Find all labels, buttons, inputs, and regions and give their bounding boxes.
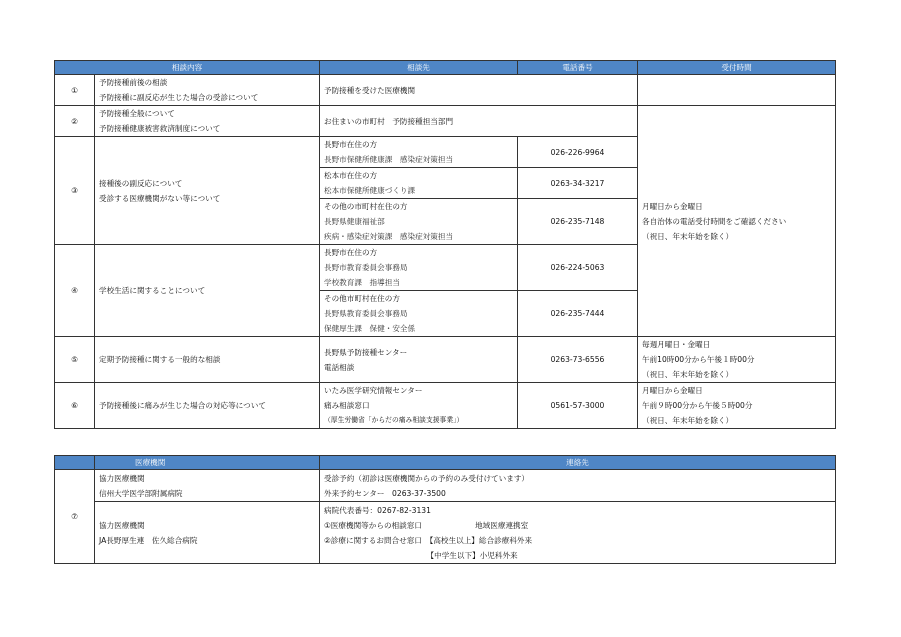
destination-dept: 長野県健康福祉部 xyxy=(324,217,385,226)
row-content: 定期予防接種に関する一般的な相談 xyxy=(95,337,320,383)
hours-line: 各自治体の電話受付時間をご確認ください xyxy=(642,216,787,226)
phone-number: 026-235-7148 xyxy=(518,199,638,245)
phone-number: 026-224-5063 xyxy=(518,245,638,291)
row-number: ② xyxy=(55,106,95,137)
row-hours xyxy=(638,337,836,383)
contact-line: 病院代表番号：0267-82-3131 xyxy=(324,505,431,515)
content-line: 接種後の副反応について xyxy=(99,178,183,188)
sub-destination xyxy=(320,245,518,291)
table-row xyxy=(55,502,836,564)
table-row xyxy=(55,337,836,383)
hospital-label: 信州大学医学部附属病院 xyxy=(99,488,183,498)
destination-note: （厚生労働省「からだの痛み相談支援事業」） xyxy=(324,416,464,424)
destination-name: 長野市在住の方 xyxy=(324,140,378,149)
destination-name: いたみ医学研究情報センター xyxy=(324,386,423,395)
destination-dept: 学校教育課 指導担当 xyxy=(324,278,400,287)
destination-name: その他市町村在住の方 xyxy=(324,294,400,303)
table-row xyxy=(55,106,836,137)
contact-line: ②診療に関するお問合せ窓口 【高校生以上】総合診療科外来 xyxy=(324,535,533,545)
row-content: 予防接種後に痛みが生じた場合の対応等について xyxy=(95,383,320,429)
destination-dept: 松本市保健所健康づくり課 xyxy=(324,186,416,195)
sub-destination xyxy=(320,137,518,168)
phone-number: 026-235-7444 xyxy=(518,291,638,337)
phone-number: 0263-73-6556 xyxy=(518,337,638,383)
contact-line: 【中学生以下】小児科外来 xyxy=(324,550,518,560)
content-line: 予防接種に副反応が生じた場合の受診について xyxy=(99,93,259,102)
row-destination: 予防接種を受けた医療機関 xyxy=(320,75,638,106)
row-content xyxy=(95,137,320,245)
hours-line: 月曜日から金曜日 xyxy=(642,201,703,211)
content-line: 予防接種全般について xyxy=(99,109,175,118)
header-hours: 受付時間 xyxy=(638,61,836,75)
hospital-name xyxy=(95,502,320,564)
destination-name: 長野県予防接種センター xyxy=(324,347,408,357)
row-number: ⑦ xyxy=(55,470,95,564)
content-line: 学校生活に関することについて xyxy=(99,286,206,295)
row-number: ① xyxy=(55,75,95,106)
destination-dept: 長野市保健所健康課 感染症対策担当 xyxy=(324,155,454,164)
row-number: ④ xyxy=(55,245,95,337)
header-content: 相談内容 xyxy=(55,61,320,75)
table-row xyxy=(55,470,836,502)
row-destination xyxy=(320,383,518,429)
contact-line: ①医療機関等からの相談窓口 地域医療連携室 xyxy=(324,520,529,530)
hours-line: （祝日、年末年始を除く） xyxy=(642,370,734,379)
row-hours xyxy=(638,75,836,106)
row-content xyxy=(95,75,320,106)
row-destination xyxy=(320,337,518,383)
phone-number: 0263-34-3217 xyxy=(518,168,638,199)
hospital-table xyxy=(54,455,836,564)
header-phone: 電話番号 xyxy=(518,61,638,75)
hospital-name xyxy=(95,470,320,502)
hours-line: 午前９時00分から午後５時00分 xyxy=(642,401,753,410)
hospital-label: JA長野厚生連 佐久総合病院 xyxy=(99,535,198,545)
hours-line: 毎週月曜日・金曜日 xyxy=(642,340,711,349)
header-hospital xyxy=(55,456,95,470)
row-content xyxy=(95,245,320,337)
destination-dept: 長野市教育委員会事務局 xyxy=(324,263,408,272)
table-row xyxy=(55,383,836,429)
contact-line: 受診予約（初診は医療機関からの予約のみ受付けています） xyxy=(324,473,530,483)
destination-name: 松本市在住の方 xyxy=(324,171,378,180)
content-line: 予防接種健康被害救済制度について xyxy=(99,124,221,133)
sub-destination xyxy=(320,199,518,245)
phone-number: 026-226-9964 xyxy=(518,137,638,168)
header-destination: 相談先 xyxy=(320,61,518,75)
destination-dept: 疾病・感染症対策課 感染症対策担当 xyxy=(324,232,454,241)
hours-line: （祝日、年末年始を除く） xyxy=(642,231,734,241)
hours-line: 午前10時00分から午後１時00分 xyxy=(642,355,755,364)
destination-name: 痛み相談窓口 xyxy=(324,401,370,410)
hours-line: 月曜日から金曜日 xyxy=(642,386,703,395)
header-contact: 連絡先 xyxy=(320,456,836,470)
contact-line: 外来予約センター 0263-37-3500 xyxy=(324,488,446,498)
destination-name: 電話相談 xyxy=(324,362,355,372)
hospital-label: 協力医療機関 xyxy=(99,520,145,530)
content-line: 予防接種前後の相談 xyxy=(99,78,168,87)
row-content xyxy=(95,106,320,137)
row-number: ③ xyxy=(55,137,95,245)
row-hours-common xyxy=(638,106,836,337)
header-institution: 医療機関 xyxy=(95,456,320,470)
hospital-label: 協力医療機関 xyxy=(99,473,145,483)
row-number: ⑤ xyxy=(55,337,95,383)
table-header-row xyxy=(55,456,836,470)
hospital-contact xyxy=(320,502,836,564)
row-number: ⑥ xyxy=(55,383,95,429)
phone-number: 0561-57-3000 xyxy=(518,383,638,429)
destination-name: その他の市町村在住の方 xyxy=(324,202,408,211)
row-hours xyxy=(638,383,836,429)
table-row xyxy=(55,75,836,106)
hospital-contact xyxy=(320,470,836,502)
consultation-table xyxy=(54,60,836,429)
row-destination: お住まいの市町村 予防接種担当部門 xyxy=(320,106,638,137)
hours-line: （祝日、年末年始を除く） xyxy=(642,416,734,425)
destination-dept: 長野県教育委員会事務局 xyxy=(324,309,408,318)
content-line: 受診する医療機関がない等について xyxy=(99,193,221,203)
destination-dept: 保健厚生課 保健・安全係 xyxy=(324,324,416,333)
table-header-row xyxy=(55,61,836,75)
destination-name: 長野市在住の方 xyxy=(324,248,378,257)
sub-destination xyxy=(320,168,518,199)
sub-destination xyxy=(320,291,518,337)
